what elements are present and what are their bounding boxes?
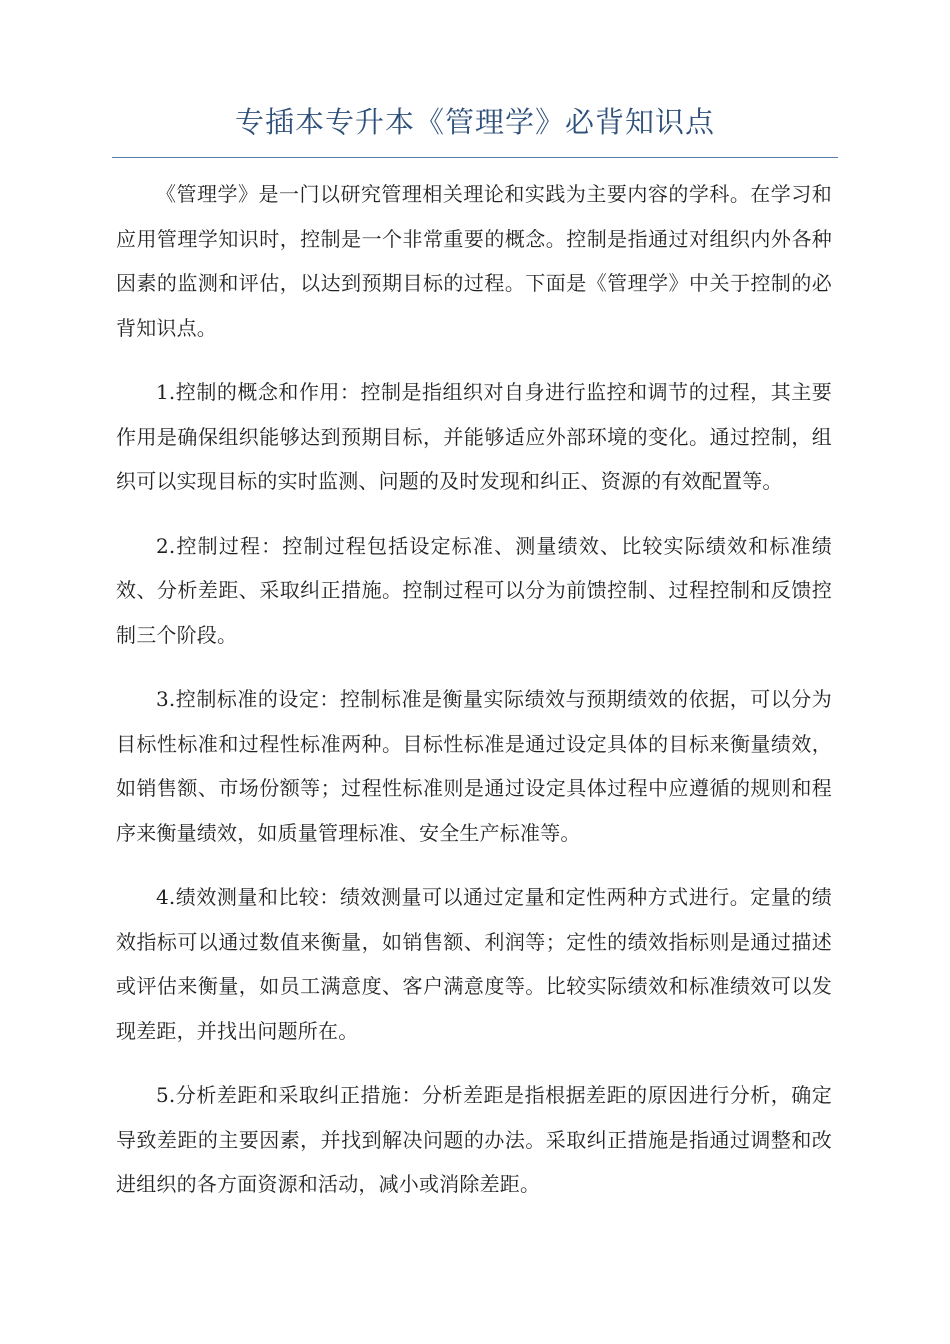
paragraph-point-2: 2.控制过程：控制过程包括设定标准、测量绩效、比较实际绩效和标准绩效、分析差距、采取纠正措施。控制过程可以分为前馈控制、过程控制和反馈控制三个阶段。 bbox=[116, 533, 832, 647]
paragraph-intro: 《管理学》是一门以研究管理相关理论和实践为主要内容的学科。在学习和应用管理学知识时，控制是一个非常重要的概念。控制是指通过对组织内外各种因素的监测和评估，以达到预期目标的过程。下面是《管理学》中关于控制的必背知识点。 bbox=[116, 182, 832, 340]
paragraph-point-4: 4.绩效测量和比较：绩效测量可以通过定量和定性两种方式进行。定量的绩效指标可以通过数值来衡量，如销售额、利润等；定性的绩效指标则是通过描述或评估来衡量，如员工满意度、客户满意度等。比较实际绩效和标准绩效可以发现差距，并找出问题所在。 bbox=[116, 885, 832, 1043]
document-body bbox=[116, 172, 832, 1227]
paragraph-point-1: 1.控制的概念和作用：控制是指组织对自身进行监控和调节的过程，其主要作用是确保组织能够达到预期目标，并能够适应外部环境的变化。通过控制，组织可以实现目标的实时监测、问题的及时发现和纠正、资源的有效配置等。 bbox=[116, 380, 832, 493]
title-divider bbox=[112, 157, 838, 158]
paragraph-point-3: 3.控制标准的设定：控制标准是衡量实际绩效与预期绩效的依据，可以分为目标性标准和过程性标准两种。目标性标准是通过设定具体的目标来衡量绩效，如销售额、市场份额等；过程性标准则是通过设定具体过程中应遵循的规则和程序来衡量绩效，如质量管理标准、安全生产标准等。 bbox=[116, 687, 832, 845]
paragraph-point-5: 5.分析差距和采取纠正措施：分析差距是指根据差距的原因进行分析，确定导致差距的主要因素，并找到解决问题的办法。采取纠正措施是指通过调整和改进组织的各方面资源和活动，减小或消除差距。 bbox=[116, 1083, 832, 1196]
document-title: 专插本专升本《管理学》必背知识点 bbox=[234, 105, 715, 139]
